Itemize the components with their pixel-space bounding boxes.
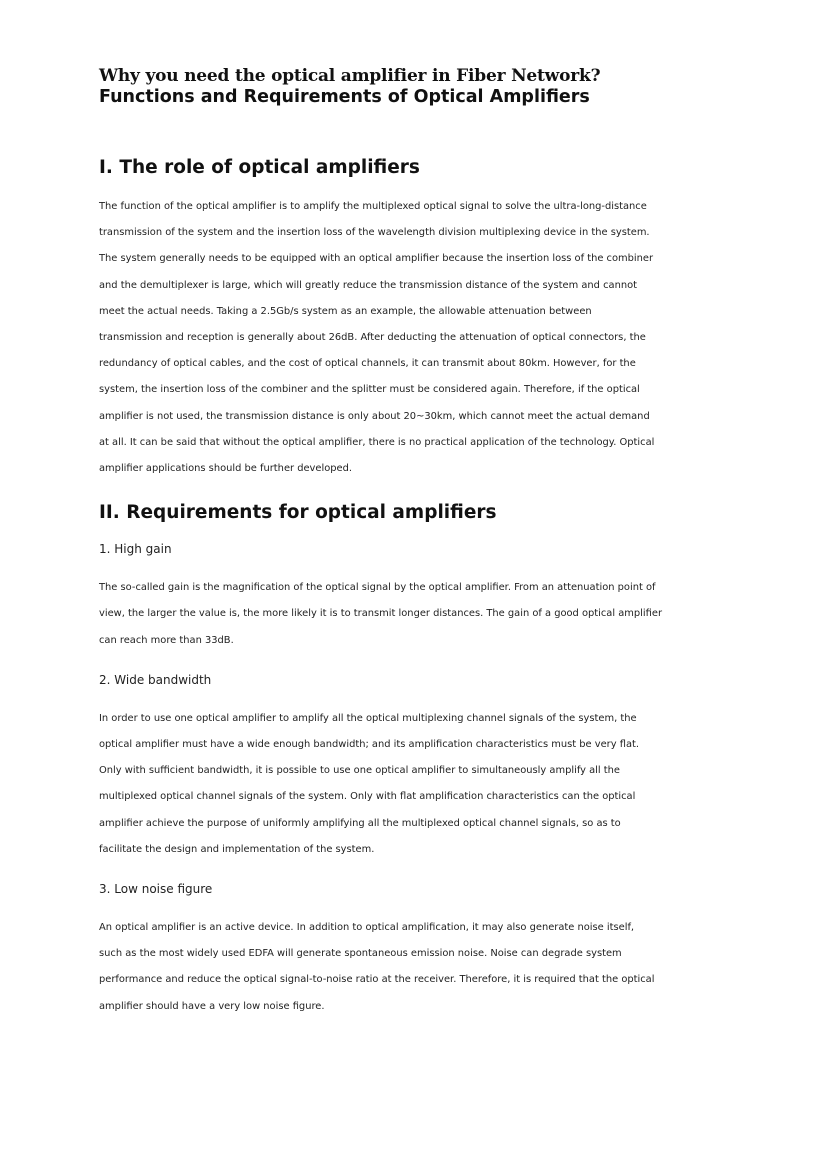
paragraph-line: facilitate the design and implementation of the system.	[99, 843, 375, 855]
requirement-paragraph-high-gain	[99, 575, 739, 654]
paragraph-line: and the demultiplexer is large, which will greatly reduce the transmission distance of the system and cannot	[99, 279, 637, 291]
paragraph-line: view, the larger the value is, the more likely it is to transmit longer distances. The gain of a good optical amplifier	[99, 608, 663, 620]
paragraph-line: amplifier should have a very low noise figure.	[99, 1000, 325, 1012]
paragraph-line: can reach more than 33dB.	[99, 634, 234, 646]
document-subtitle: Functions and Requirements of Optical Amplifiers	[99, 87, 590, 107]
document-title: Why you need the optical amplifier in Fiber Network?	[99, 66, 601, 86]
paragraph-line: An optical amplifier is an active device. In addition to optical amplification, it may also generate noise itself,	[99, 922, 635, 934]
document-page	[99, 66, 739, 1020]
paragraph-line: such as the most widely used EDFA will generate spontaneous emission noise. Noise can degrade system	[99, 948, 622, 960]
paragraph-line: Only with sufficient bandwidth, it is possible to use one optical amplifier to simultaneously amplify all the	[99, 765, 620, 777]
paragraph-line: The function of the optical amplifier is to amplify the multiplexed optical signal to solve the ultra-long-distance	[99, 201, 647, 212]
paragraph-line: optical amplifier must have a wide enough bandwidth; and its amplification characteristics must be very flat.	[99, 739, 640, 751]
paragraph-line: transmission and reception is generally about 26dB. After deducting the attenuation of optical connectors, the	[99, 332, 646, 344]
section-heading-requirements: II. Requirements for optical amplifiers	[99, 502, 497, 524]
section-heading-role: I. The role of optical amplifiers	[99, 157, 420, 178]
paragraph-line: amplifier achieve the purpose of uniformly amplifying all the multiplexed optical channel signals, so as to	[99, 817, 621, 829]
paragraph-line: In order to use one optical amplifier to amplify all the optical multiplexing channel signals of the system, the	[99, 712, 637, 724]
paragraph-line: at all. It can be said that without the optical amplifier, there is no practical application of the technology. Optical	[99, 436, 655, 448]
paragraph-line: amplifier applications should be further developed.	[99, 463, 353, 475]
paragraph-line: system, the insertion loss of the combiner and the splitter must be considered again. Therefore, if the optical	[99, 384, 640, 396]
requirement-title-low-noise: 3. Low noise figure	[99, 882, 213, 897]
requirement-title-high-gain: 1. High gain	[99, 542, 172, 557]
paragraph-line: transmission of the system and the insertion loss of the wavelength division multiplexing device in the system.	[99, 227, 650, 239]
requirement-title-wide-bandwidth: 2. Wide bandwidth	[99, 672, 212, 687]
paragraph-line: The system generally needs to be equipped with an optical amplifier because the insertion loss of the combiner	[99, 253, 654, 265]
paragraph-line: meet the actual needs. Taking a 2.5Gb/s system as an example, the allowable attenuation between	[99, 305, 592, 317]
paragraph-line: The so-called gain is the magnification of the optical signal by the optical amplifier. From an attenuation point of	[99, 582, 656, 594]
requirement-paragraph-wide-bandwidth	[99, 706, 739, 863]
requirement-paragraph-low-noise	[99, 915, 739, 1020]
paragraph-line: multiplexed optical channel signals of the system. Only with flat amplification characteristics can the optical	[99, 791, 636, 803]
paragraph-line: amplifier is not used, the transmission distance is only about 20~30km, which cannot meet the actual demand	[99, 410, 650, 422]
paragraph-line: redundancy of optical cables, and the cost of optical channels, it can transmit about 80km. However, for the	[99, 358, 636, 370]
section-role-paragraph	[99, 194, 739, 482]
paragraph-line: performance and reduce the optical signal-to-noise ratio at the receiver. Therefore, it is required that the optical	[99, 974, 655, 986]
